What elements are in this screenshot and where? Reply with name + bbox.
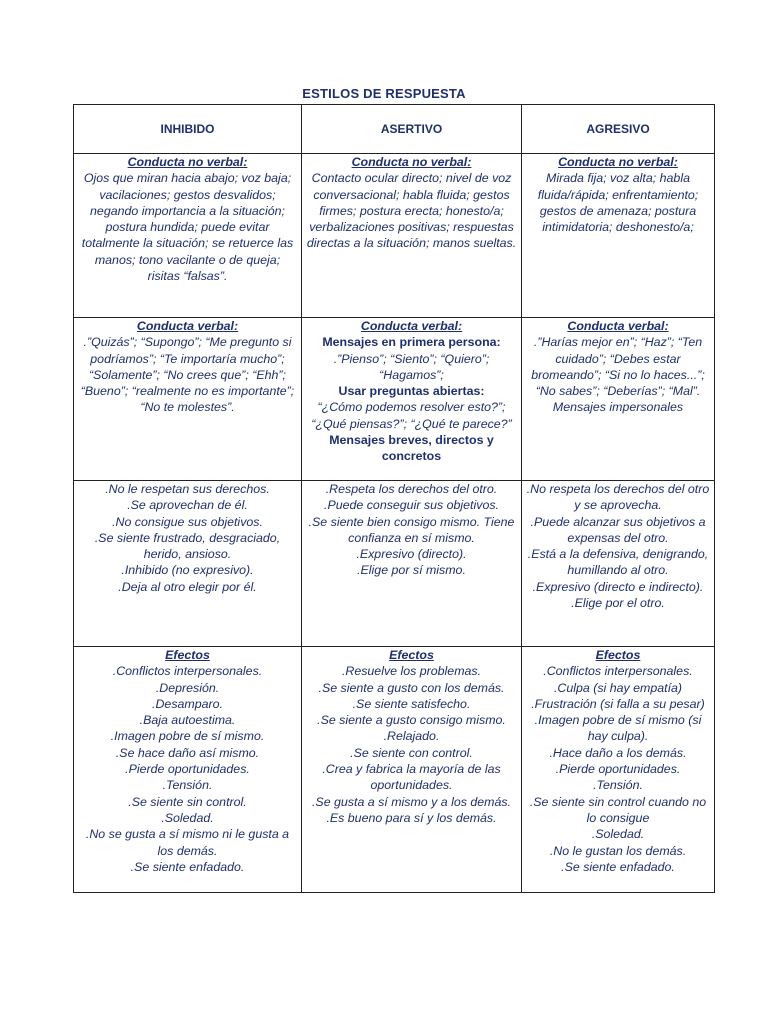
rights-agresivo-cell: [522, 481, 715, 647]
verbal-asertivo-subheading-1: Mensajes en primera persona:: [322, 335, 501, 350]
rights-asertivo-item: .Respeta los derechos del otro.: [325, 482, 498, 496]
effects-agresivo-item: .No le gustan los demás.: [549, 843, 687, 858]
header-row: [74, 105, 715, 154]
verbal-heading: Conducta verbal:: [360, 319, 463, 333]
verbal-asertivo-subheading-2: Usar preguntas abiertas:: [338, 384, 485, 399]
verbal-heading: Conducta verbal:: [136, 319, 239, 333]
header-asertivo: ASERTIVO: [302, 105, 522, 154]
rights-agresivo-item: .No respeta los derechos del otro y se aprovecha.: [526, 482, 710, 513]
response-styles-table: [73, 104, 715, 893]
effects-agresivo-item: .Culpa (si hay empatía): [553, 680, 683, 695]
effects-agresivo-item: .Soledad.: [591, 827, 645, 842]
rights-asertivo-item: .Expresivo (directo).: [356, 547, 467, 562]
rights-inhibido-item: .Se siente frustrado, desgraciado, herido, ansioso.: [94, 530, 281, 562]
effects-asertivo-item: .Se siente satisfecho.: [352, 696, 471, 711]
effects-asertivo-item: .Es bueno para sí y los demás.: [326, 810, 497, 825]
effects-heading: Efectos: [389, 648, 434, 662]
effects-agresivo-item: .Imagen pobre de sí mismo (si hay culpa).: [534, 713, 702, 744]
verbal-asertivo-cell: [302, 318, 522, 481]
verbal-agresivo-cell: [522, 318, 715, 481]
rights-agresivo-item: .Expresivo (directo e indirecto).: [532, 579, 704, 594]
effects-inhibido-item: .Pierde oportunidades.: [125, 762, 250, 777]
rights-inhibido-cell: [74, 481, 302, 647]
effects-inhibido-item: .Depresión.: [155, 680, 220, 695]
effects-agresivo-item: .Hace daño a los demás.: [549, 745, 687, 760]
rights-inhibido-item: .Inhibido (no expresivo).: [121, 563, 254, 578]
effects-inhibido-item: .Soledad.: [161, 810, 214, 825]
rights-asertivo-cell: [302, 481, 522, 647]
effects-agresivo-item: .Conflictos interpersonales.: [543, 664, 693, 679]
nonverbal-inhibido-cell: [74, 154, 302, 318]
effects-inhibido-item: .No se gusta a sí mismo ni le gusta a los demás.: [85, 827, 290, 858]
verbal-asertivo-text-2: “¿Cómo podemos resolver esto?”; “¿Qué piensas?”; “¿Qué te parece?”: [311, 400, 512, 431]
verbal-heading: Conducta verbal:: [567, 319, 669, 333]
effects-asertivo-item: .Crea y fabrica la mayoría de las oportunidades.: [322, 762, 501, 793]
effects-agresivo-item: .Tensión.: [593, 778, 643, 793]
nonverbal-asertivo-cell: [302, 154, 522, 318]
header-inhibido: INHIBIDO: [74, 105, 302, 154]
effects-inhibido-item: .Conflictos interpersonales.: [112, 664, 263, 679]
effects-heading: Efectos: [165, 648, 210, 662]
effects-asertivo-item: .Se siente a gusto con los demás.: [318, 680, 505, 695]
rights-agresivo-item: .Elige por el otro.: [571, 596, 665, 611]
nonverbal-heading: Conducta no verbal:: [127, 155, 248, 169]
nonverbal-inhibido-text: Ojos que miran hacia abajo; voz baja; vacilaciones; gestos desvalidos; negando importancia a la situación; postura hundida; puede evitar totalmente la situación; se retuerce las manos; tono vacilante o de queja; risitas “falsas”.: [81, 171, 294, 284]
nonverbal-agresivo-text: Mirada fija; voz alta; habla fluida/rápida; enfrentamiento; gestos de amenaza; postura intimidatoria; deshonesto/a;: [537, 171, 699, 235]
nonverbal-heading: Conducta no verbal:: [558, 155, 678, 169]
rights-asertivo-item: .Se siente bien consigo mismo. Tiene confianza en sí mismo.: [308, 514, 515, 545]
effects-inhibido-item: .Imagen pobre de sí mismo.: [110, 729, 265, 744]
rights-inhibido-item: .No le respetan sus derechos.: [105, 482, 270, 496]
effects-inhibido-item: .Desamparo.: [152, 696, 223, 711]
verbal-inhibido-text: .”Quizás”; “Supongo”; “Me pregunto si podríamos”; “Te importaría mucho”; “Solamente”; “No crees que”; “Ehh”; “Bueno”; “realmente no es importante”; “No te molestes”.: [80, 335, 295, 415]
rights-asertivo-item: .Puede conseguir sus objetivos.: [324, 498, 499, 513]
header-agresivo: AGRESIVO: [522, 105, 715, 154]
effects-asertivo-item: .Se siente con control.: [350, 745, 473, 760]
rights-asertivo-item: .Elige por sí mismo.: [357, 563, 466, 578]
effects-heading: Efectos: [595, 648, 641, 662]
effects-agresivo-item: .Pierde oportunidades.: [555, 762, 681, 777]
effects-inhibido-cell: [74, 647, 302, 893]
nonverbal-row: [74, 154, 715, 318]
verbal-asertivo-text-1: .”Pienso”; “Siento”; “Quiero”; “Hagamos”;: [333, 351, 490, 382]
nonverbal-agresivo-cell: [522, 154, 715, 318]
nonverbal-asertivo-text: Contacto ocular directo; nivel de voz conversacional; habla fluida; gestos firmes; postura erecta; honesto/a; verbalizaciones positivas; respuestas directas a la situación; manos sueltas.: [306, 171, 517, 251]
verbal-inhibido-cell: [74, 318, 302, 481]
effects-asertivo-item: .Se siente a gusto consigo mismo.: [317, 713, 506, 728]
verbal-row: [74, 318, 715, 481]
rights-inhibido-item: .Se aprovechan de él.: [127, 498, 248, 513]
rights-row: [74, 481, 715, 647]
effects-agresivo-item: .Frustración (si falla a su pesar): [531, 696, 705, 711]
effects-agresivo-cell: [522, 647, 715, 893]
rights-inhibido-item: .Deja al otro elegir por él.: [118, 579, 257, 594]
effects-inhibido-item: .Se hace daño así mismo.: [115, 745, 260, 760]
effects-inhibido-item: .Se siente sin control.: [128, 794, 247, 809]
effects-asertivo-item: .Se gusta a sí mismo y a los demás.: [311, 794, 512, 809]
effects-agresivo-item: .Se siente sin control cuando no lo consigue: [529, 794, 707, 825]
effects-row: [74, 647, 715, 893]
effects-inhibido-item: .Tensión.: [162, 778, 213, 793]
effects-agresivo-item: .Se siente enfadado.: [561, 859, 675, 874]
document-title: ESTILOS DE RESPUESTA: [302, 86, 466, 101]
effects-asertivo-item: .Relajado.: [383, 729, 440, 744]
nonverbal-heading: Conducta no verbal:: [351, 155, 472, 169]
effects-asertivo-cell: [302, 647, 522, 893]
verbal-asertivo-subheading-3: Mensajes breves, directos y concretos: [329, 433, 494, 464]
rights-agresivo-item: .Está a la defensiva, denigrando, humillando al otro.: [527, 547, 709, 578]
effects-asertivo-item: .Resuelve los problemas.: [341, 664, 482, 679]
effects-inhibido-item: .Se siente enfadado.: [130, 859, 245, 874]
rights-inhibido-item: .No consigue sus objetivos.: [112, 514, 263, 529]
effects-inhibido-item: .Baja autoestima.: [139, 713, 236, 728]
verbal-agresivo-text: .”Harías mejor en”; “Haz”; “Ten cuidado”; “Debes estar bromeando”; “Si no lo haces...”; “No sabes”; “Deberías”; “Mal”. Mensajes impersonales: [531, 335, 705, 415]
rights-agresivo-item: .Puede alcanzar sus objetivos a expensas del otro.: [530, 514, 706, 545]
